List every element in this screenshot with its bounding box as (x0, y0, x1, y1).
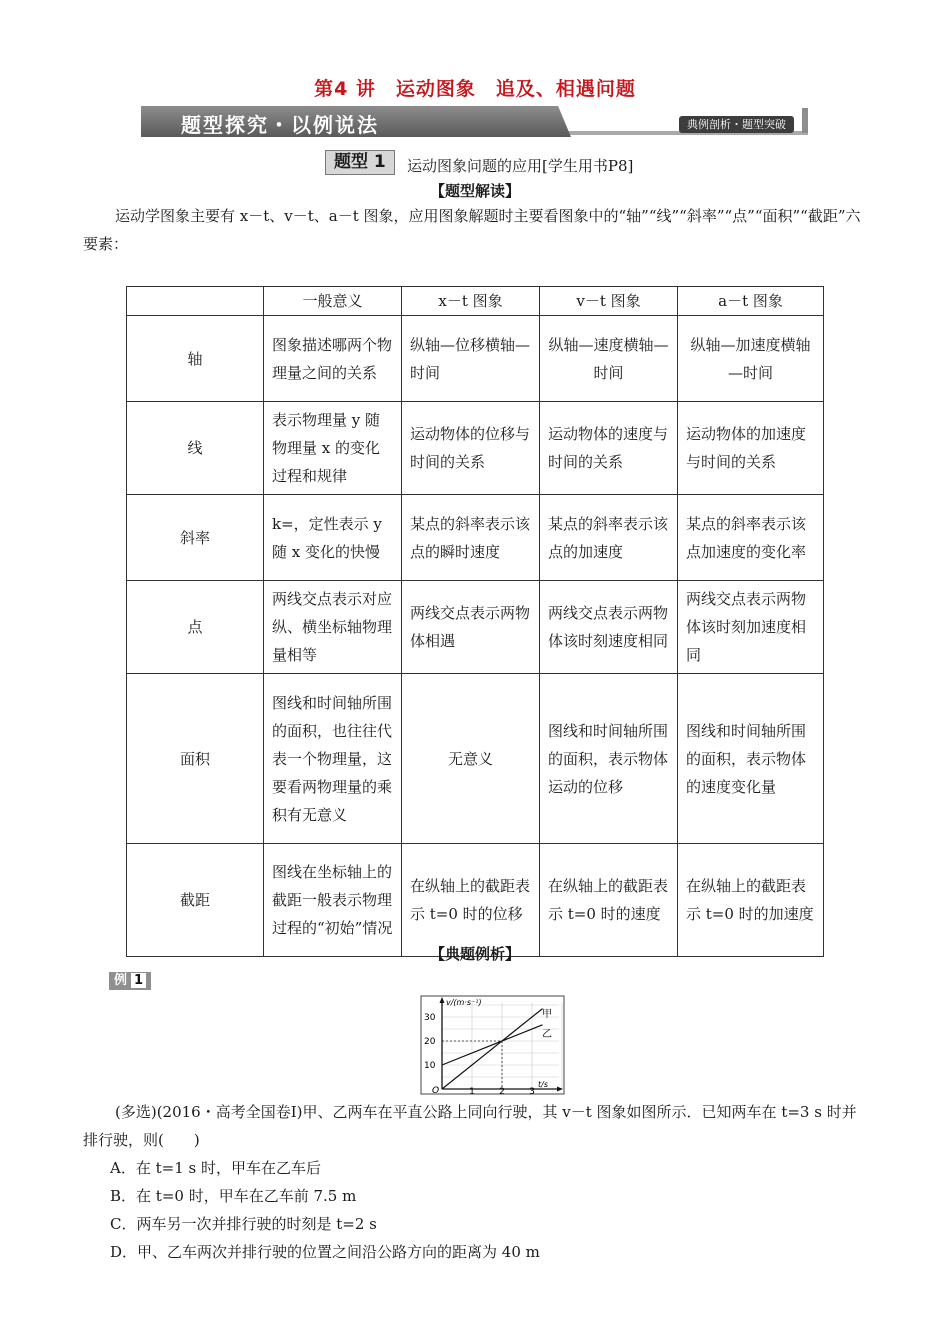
table-cell: 图线在坐标轴上的截距一般表示物理过程的“初始”情况 (264, 844, 402, 957)
table-cell: 表示物理量 y 随物理量 x 的变化过程和规律 (264, 402, 402, 495)
table-cell: 某点的斜率表示该点的瞬时速度 (402, 495, 540, 581)
intro-paragraph: 运动学图象主要有 x－t、v－t、a－t 图象，应用图象解题时主要看图象中的“轴”“线”“斜率”“点”“面积”“截距”六要素： (83, 207, 861, 253)
section-banner (141, 106, 808, 137)
option-c: C．两车另一次并排行驶的时刻是 t=2 s (110, 1215, 377, 1233)
table-row (127, 844, 824, 957)
series-label-jia: 甲 (542, 1009, 552, 1020)
page-title: 第4 讲 运动图象 追及、相遇问题 (314, 78, 636, 100)
x-axis-label: t/s (538, 1080, 548, 1089)
banner-tag: 典例剖析・题型突破 (679, 116, 794, 133)
banner-main-label: 题型探究・以例说法 (181, 113, 379, 137)
table-cell: 图线和时间轴所围的面积，也往往代表一个物理量，这要看两物理量的乘积有无意义 (264, 674, 402, 844)
table-row (127, 402, 824, 495)
table-cell: k=，定性表示 y 随 x 变化的快慢 (264, 495, 402, 581)
table-cell: 某点的斜率表示该点加速度的变化率 (678, 495, 824, 581)
table-cell: 两线交点表示两物体相遇 (402, 581, 540, 674)
y-tick-label: 10 (424, 1061, 436, 1071)
banner-endcap (802, 108, 808, 133)
row-header: 点 (127, 581, 264, 674)
x-tick-label: 3 (529, 1087, 535, 1095)
table-header-cell: 一般意义 (264, 287, 402, 316)
row-header: 斜率 (127, 495, 264, 581)
example-badge-label: 例 (114, 973, 128, 988)
row-header: 面积 (127, 674, 264, 844)
series-label-yi: 乙 (542, 1029, 552, 1040)
table-header-row (127, 287, 824, 316)
y-tick-label: 30 (424, 1013, 436, 1023)
table-cell: 两线交点表示对应纵、横坐标轴物理量相等 (264, 581, 402, 674)
table-cell: 纵轴—速度横轴—时间 (540, 316, 678, 402)
series-line-yi (442, 1025, 543, 1065)
table-cell: 纵轴—加速度横轴—时间 (678, 316, 824, 402)
table-cell: 无意义 (402, 674, 540, 844)
table-cell: 在纵轴上的截距表示 t=0 时的加速度 (678, 844, 824, 957)
table-header-cell: a－t 图象 (678, 287, 824, 316)
table-cell: 运动物体的加速度与时间的关系 (678, 402, 824, 495)
table-cell: 纵轴—位移横轴—时间 (402, 316, 540, 402)
row-header: 截距 (127, 844, 264, 957)
table-header-cell: v－t 图象 (540, 287, 678, 316)
example-badge (109, 972, 151, 990)
y-tick-label: 20 (424, 1037, 436, 1047)
table-cell: 两线交点表示两物体该时刻加速度相同 (678, 581, 824, 674)
graph-elements-table (126, 286, 824, 957)
table-row (127, 674, 824, 844)
table-header-cell: x－t 图象 (402, 287, 540, 316)
interpretation-heading: 【题型解读】 (429, 182, 520, 200)
table-cell: 运动物体的位移与时间的关系 (402, 402, 540, 495)
row-header: 轴 (127, 316, 264, 402)
option-a: A．在 t=1 s 时，甲车在乙车后 (110, 1159, 321, 1177)
option-b: B．在 t=0 时，甲车在乙车前 7.5 m (110, 1187, 357, 1205)
table-cell: 在纵轴上的截距表示 t=0 时的速度 (540, 844, 678, 957)
example-heading: 【典题例析】 (429, 945, 520, 963)
table-row (127, 316, 824, 402)
type-badge: 题型 1 (325, 150, 395, 175)
vt-graph (420, 995, 565, 1095)
table-cell: 图线和时间轴所围的面积，表示物体运动的位移 (540, 674, 678, 844)
table-cell: 运动物体的速度与时间的关系 (540, 402, 678, 495)
table-cell: 图线和时间轴所围的面积，表示物体的速度变化量 (678, 674, 824, 844)
row-header: 线 (127, 402, 264, 495)
question-stem: (多选)(2016・高考全国卷Ⅰ)甲、乙两车在平直公路上同向行驶，其 v－t 图象如图所示．已知两车在 t=3 s 时并排行驶，则( ) (83, 1103, 857, 1149)
table-header-cell (127, 287, 264, 316)
y-axis-label: v/(m·s⁻¹) (446, 998, 482, 1007)
table-row (127, 581, 824, 674)
y-ticks (424, 1013, 436, 1071)
table-cell: 图象描述哪两个物理量之间的关系 (264, 316, 402, 402)
table-cell: 两线交点表示两物体该时刻速度相同 (540, 581, 678, 674)
type-title: 运动图象问题的应用[学生用书P8] (407, 157, 634, 175)
option-d: D．甲、乙车两次并排行驶的位置之间沿公路方向的距离为 40 m (110, 1243, 540, 1261)
table-row (127, 495, 824, 581)
origin-label: O (432, 1086, 440, 1095)
y-axis-arrow-icon (440, 997, 445, 1003)
x-tick-label: 2 (499, 1087, 505, 1095)
x-tick-label: 1 (469, 1087, 475, 1095)
table-cell: 某点的斜率表示该点的加速度 (540, 495, 678, 581)
table-cell: 在纵轴上的截距表示 t=0 时的位移 (402, 844, 540, 957)
example-badge-number: 1 (131, 973, 146, 988)
